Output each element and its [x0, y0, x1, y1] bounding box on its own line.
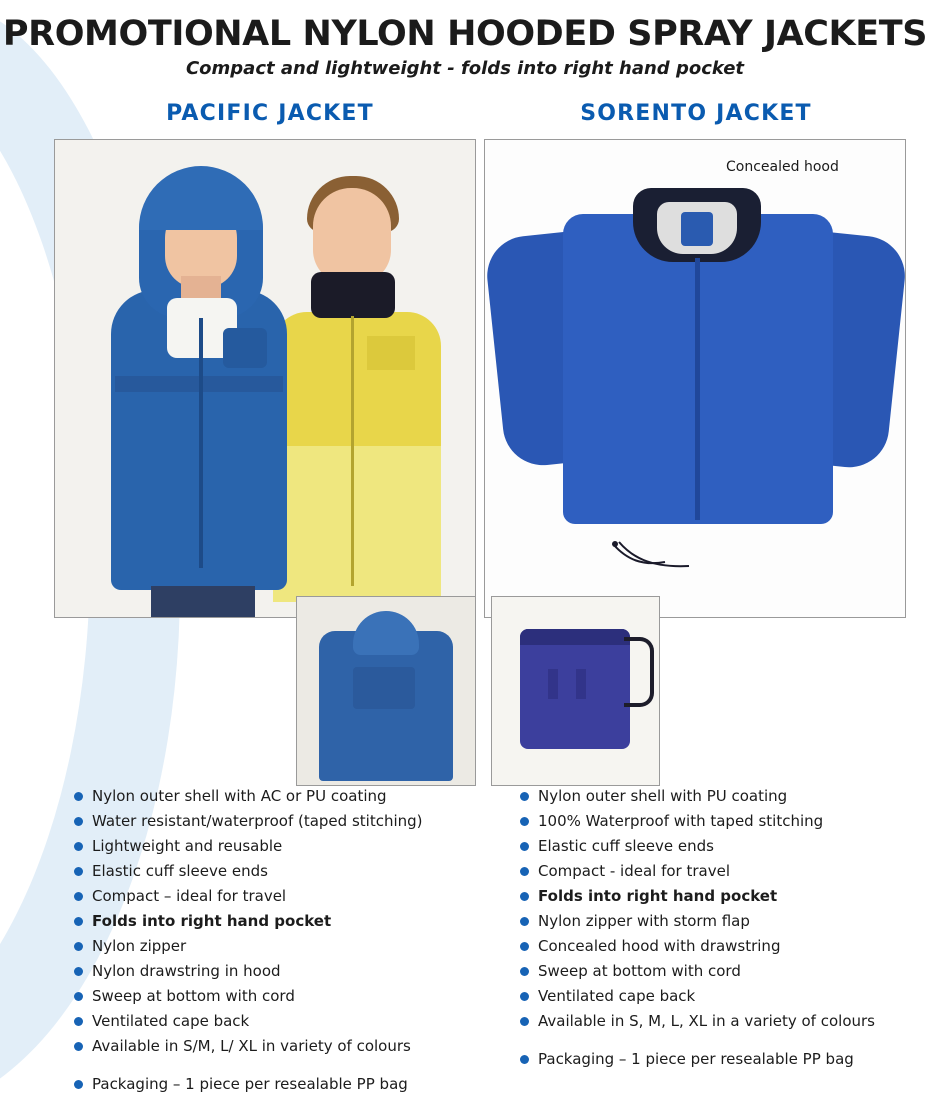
yellow-jacket-lower-panel [273, 446, 441, 602]
callout-concealed-hood: Concealed hood [726, 159, 839, 175]
bag-carry-strap [624, 637, 654, 707]
pacific-back-photo [296, 596, 476, 786]
list-item [520, 786, 920, 806]
bullet-icon [74, 1080, 83, 1089]
page-subtitle: Compact and lightweight - folds into right hand pocket [185, 58, 745, 79]
bullet-icon [520, 992, 529, 1001]
bullet-icon [74, 867, 83, 876]
feature-text: Nylon drawstring in hood [92, 962, 281, 980]
list-item [74, 1036, 474, 1056]
bullet-icon [74, 967, 83, 976]
blue-jacket-zipper [199, 318, 203, 568]
yellow-jacket-zipper [351, 316, 354, 586]
bullet-icon [74, 792, 83, 801]
feature-text: Ventilated cape back [538, 987, 696, 1005]
page-title: PROMOTIONAL NYLON HOODED SPRAY JACKETS [2, 14, 928, 54]
packed-jacket-bag [520, 629, 630, 749]
list-item [74, 861, 474, 881]
model-jeans-hooded [151, 586, 255, 618]
list-item [74, 886, 474, 906]
bullet-icon [520, 1017, 529, 1026]
bullet-icon [520, 817, 529, 826]
bullet-icon [74, 817, 83, 826]
sorento-collar-logo [681, 212, 713, 246]
list-item [74, 1074, 474, 1094]
feature-text: Nylon outer shell with PU coating [538, 787, 788, 805]
bag-tab-right [576, 669, 586, 699]
list-item [520, 1049, 920, 1069]
pacific-main-photo [54, 139, 476, 618]
yellow-jacket-collar [311, 272, 395, 318]
list-item [74, 786, 474, 806]
column-heading-sorento: SORENTO JACKET [580, 101, 812, 126]
feature-list-pacific [74, 786, 474, 1099]
packed-jacket-bag-top [520, 629, 630, 645]
list-item [74, 961, 474, 981]
feature-text: Sweep at bottom with cord [92, 987, 295, 1005]
feature-text: Lightweight and reusable [92, 837, 283, 855]
feature-text: Folds into right hand pocket [538, 887, 778, 905]
model-face [313, 188, 391, 284]
feature-text: Compact - ideal for travel [538, 862, 731, 880]
bullet-icon [74, 992, 83, 1001]
bullet-icon [520, 867, 529, 876]
bullet-icon [74, 1042, 83, 1051]
feature-text: Elastic cuff sleeve ends [92, 862, 268, 880]
bullet-icon [74, 842, 83, 851]
list-item [520, 836, 920, 856]
bullet-icon [520, 1055, 529, 1064]
list-item [74, 936, 474, 956]
yellow-jacket-logo-print [367, 336, 415, 370]
list-item [74, 911, 474, 931]
bullet-icon [520, 892, 529, 901]
list-item [520, 886, 920, 906]
feature-text: 100% Waterproof with taped stitching [538, 812, 824, 830]
list-item [74, 1011, 474, 1031]
list-item [520, 936, 920, 956]
sorento-zipper [695, 258, 700, 520]
feature-text: Nylon zipper with storm flap [538, 912, 750, 930]
sorento-drawcord [609, 540, 695, 574]
list-item [520, 1011, 920, 1031]
feature-text: Sweep at bottom with cord [538, 962, 741, 980]
feature-text: Folds into right hand pocket [92, 912, 332, 930]
bullet-icon [74, 892, 83, 901]
list-item [520, 811, 920, 831]
feature-text: Available in S/M, L/ XL in variety of colours [92, 1037, 411, 1055]
feature-list-sorento [520, 786, 920, 1074]
bullet-icon [74, 1017, 83, 1026]
list-item [74, 986, 474, 1006]
list-item [74, 836, 474, 856]
bullet-icon [520, 967, 529, 976]
list-item [520, 861, 920, 881]
bullet-icon [74, 942, 83, 951]
bullet-icon [74, 917, 83, 926]
feature-text: Packaging – 1 piece per resealable PP bag [92, 1075, 408, 1093]
bullet-icon [520, 842, 529, 851]
feature-text: Water resistant/waterproof (taped stitching) [92, 812, 423, 830]
list-item [520, 911, 920, 931]
feature-text: Elastic cuff sleeve ends [538, 837, 714, 855]
column-heading-pacific: PACIFIC JACKET [166, 101, 374, 126]
sorento-bag-photo [491, 596, 660, 786]
list-item [520, 986, 920, 1006]
blue-jacket-logo-print [223, 328, 267, 368]
list-item [520, 961, 920, 981]
pacific-back-print [353, 667, 415, 709]
sorento-main-photo [484, 139, 906, 618]
feature-text: Ventilated cape back [92, 1012, 250, 1030]
bullet-icon [520, 792, 529, 801]
feature-text: Nylon outer shell with AC or PU coating [92, 787, 387, 805]
list-item [74, 811, 474, 831]
bag-tab-left [548, 669, 558, 699]
feature-text: Available in S, M, L, XL in a variety of colours [538, 1012, 875, 1030]
feature-text: Concealed hood with drawstring [538, 937, 781, 955]
feature-text: Nylon zipper [92, 937, 187, 955]
bullet-icon [520, 917, 529, 926]
bullet-icon [520, 942, 529, 951]
feature-text: Packaging – 1 piece per resealable PP bag [538, 1050, 854, 1068]
feature-text: Compact – ideal for travel [92, 887, 287, 905]
